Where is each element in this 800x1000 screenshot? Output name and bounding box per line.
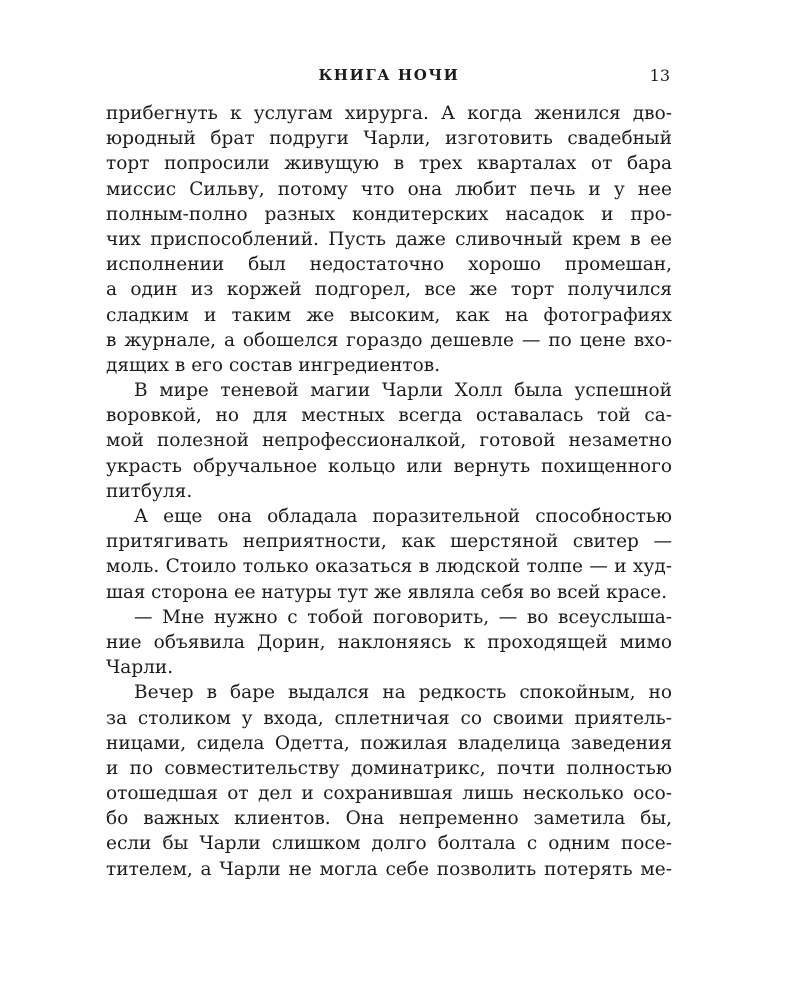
- text-line: торт попросили живущую в трех кварталах от бара: [106, 153, 672, 175]
- text-line: если бы Чарли слишком долго болтала с одним посе-: [106, 833, 672, 855]
- text-line: ние объявила Дорин, наклоняясь к проходящей мимо: [106, 631, 672, 653]
- running-title: КНИГА НОЧИ: [318, 66, 460, 84]
- text-line: А еще она обладала поразительной способностью: [134, 506, 672, 527]
- text-line: за столиком у входа, сплетничая со своими приятель-: [106, 707, 672, 729]
- text-line: миссис Сильву, потому что она любит печь и у нее: [106, 178, 672, 200]
- text-line: исполнении был недостаточно хорошо промешан,: [106, 254, 672, 276]
- text-line: украсть обручальное кольцо или вернуть похищенного: [106, 455, 672, 477]
- text-line: бо важных клиентов. Она непременно заметила бы,: [106, 808, 672, 830]
- text-line: шая сторона ее натуры тут же являла себя во всей красе.: [106, 581, 668, 603]
- text-line: дящих в его состав ингредиентов.: [106, 354, 441, 376]
- text-line: и по совместительству доминатрикс, почти полностью: [106, 757, 672, 779]
- page-number: 13: [649, 66, 670, 85]
- running-head: [106, 66, 672, 92]
- text-line: питбуля.: [106, 480, 193, 502]
- text-line: отошедшая от дел и сохранившая лишь несколько осо-: [106, 783, 672, 805]
- text-line: воровкой, но для местных всегда оставалась той са-: [106, 405, 672, 427]
- text-line: В мире теневой магии Чарли Холл была успешной: [134, 380, 672, 402]
- text-line: прибегнуть к услугам хирурга. А когда женился дво-: [106, 103, 672, 124]
- text-line: мой полезной непрофессионалкой, готовой незаметно: [106, 430, 672, 452]
- text-line: тителем, а Чарли не могла себе позволить потерять ме-: [106, 858, 672, 880]
- text-line: юродный брат подруги Чарли, изготовить свадебный: [106, 128, 672, 150]
- text-line: а один из коржей подгорел, все же торт получился: [106, 279, 672, 301]
- body-text: [106, 101, 672, 882]
- text-line: в журнале, а обошелся гораздо дешевле — по цене вхо-: [106, 329, 672, 351]
- text-line: Чарли.: [106, 657, 174, 679]
- text-line: полным-полно разных кондитерских насадок и про-: [106, 203, 672, 225]
- text-line: ницами, сидела Одетта, пожилая владелица заведения: [106, 732, 672, 754]
- text-line: — Мне нужно с тобой поговорить, — во всеуслыша-: [134, 606, 672, 628]
- text-line: чих приспособлений. Пусть даже сливочный крем в ее: [106, 228, 672, 250]
- text-line: моль. Стоило только оказаться в людской толпе — и худ-: [106, 556, 672, 578]
- text-line: Вечер в баре выдался на редкость спокойным, но: [134, 682, 672, 704]
- text-line: сладким и таким же высоким, как на фотографиях: [106, 304, 672, 326]
- text-line: притягивать неприятности, как шерстяной свитер —: [106, 531, 672, 553]
